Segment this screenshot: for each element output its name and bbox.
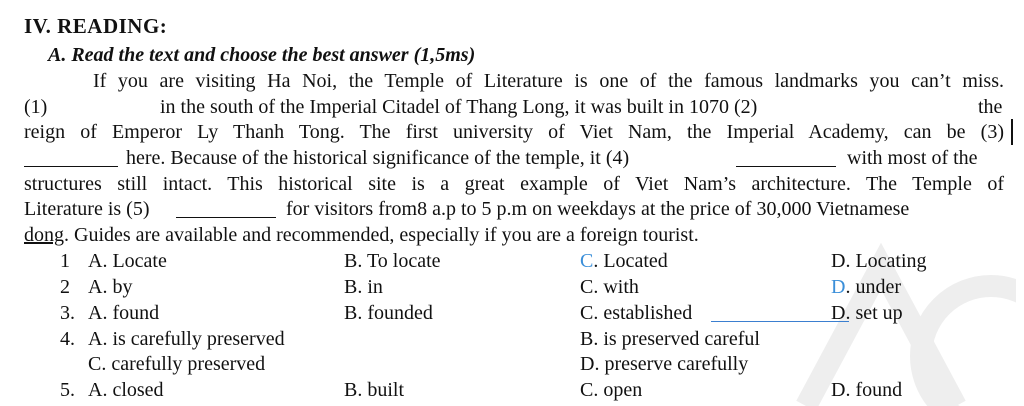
passage-line-2-text: in the south of the Imperial Citadel of Thang Long, it was built in 1070 (2) — [160, 96, 758, 118]
question-3-option-a[interactable]: A. found — [88, 302, 160, 324]
selection-underline — [711, 321, 849, 322]
passage-line-6-end: for visitors from8 a.p to 5 p.m on weekdays at the price of 30,000 Vietnamese — [286, 198, 910, 220]
question-2-option-d-letter: D — [831, 276, 846, 298]
passage-line-6-text: Literature is (5) — [24, 198, 150, 220]
question-4-number: 4. — [60, 328, 75, 350]
question-2-option-d-text: . under — [845, 276, 901, 298]
passage-line-7-text: . Guides are available and recommended, especially if you are a foreign tourist. — [64, 224, 699, 246]
question-1-option-b[interactable]: B. To locate — [344, 250, 441, 272]
question-3-number: 3. — [60, 302, 75, 324]
question-4-option-a[interactable]: A. is carefully preserved — [88, 328, 285, 350]
passage-line-4-end: with most of the — [847, 147, 978, 169]
question-4-option-b[interactable]: B. is preserved careful — [580, 328, 760, 350]
question-1-number: 1 — [60, 250, 70, 272]
passage-line-7 — [24, 223, 699, 247]
underlined-word: dong — [24, 224, 64, 246]
question-5-number: 5. — [60, 379, 75, 401]
text-cursor — [1011, 119, 1013, 145]
question-2-number: 2 — [60, 276, 70, 298]
section-title: IV. READING: — [24, 14, 168, 38]
question-2-option-c[interactable]: C. with — [580, 276, 639, 298]
question-5-option-b[interactable]: B. built — [344, 379, 405, 401]
question-4-option-c[interactable]: C. carefully preserved — [88, 353, 266, 375]
question-1-option-a[interactable]: A. Locate — [88, 250, 167, 272]
part-a-instruction: A. Read the text and choose the best answer (1,5ms) — [48, 44, 476, 66]
blank-3[interactable] — [24, 148, 118, 167]
passage-line-1: If you are visiting Ha Noi, the Temple of Literature is one of the famous landmarks you can’t miss. — [93, 70, 1004, 92]
question-2-option-a[interactable]: A. by — [88, 276, 133, 298]
question-2-option-b[interactable]: B. in — [344, 276, 383, 298]
question-3-option-c[interactable]: C. established — [580, 302, 693, 324]
question-3-option-d[interactable]: D. set up — [831, 302, 903, 324]
passage-line-4-text: here. Because of the historical significance of the temple, it (4) — [126, 147, 630, 169]
question-5-option-c[interactable]: C. open — [580, 379, 643, 401]
blank-5[interactable] — [176, 199, 276, 218]
question-1-option-d[interactable]: D. Locating — [831, 250, 927, 272]
question-2-option-d[interactable] — [831, 275, 901, 299]
passage-line-2-end: the — [978, 96, 1003, 118]
blank-4[interactable] — [736, 148, 836, 167]
question-1-option-c-letter: C — [580, 250, 594, 272]
question-1-option-c-text: . Located — [593, 250, 668, 272]
passage-line-3: reign of Emperor Ly Thanh Tong. The first university of Viet Nam, the Imperial Academy, can be (3) — [24, 121, 1004, 143]
question-5-option-a[interactable]: A. closed — [88, 379, 164, 401]
passage-line-5: structures still intact. This historical site is a great example of Viet Nam’s architecture. The Temple of — [24, 173, 1004, 195]
question-5-option-d[interactable]: D. found — [831, 379, 903, 401]
question-1-option-c[interactable] — [580, 249, 668, 273]
passage-line-2-num: (1) — [24, 96, 48, 118]
question-4-option-d[interactable]: D. preserve carefully — [580, 353, 749, 375]
question-3-option-b[interactable]: B. founded — [344, 302, 433, 324]
